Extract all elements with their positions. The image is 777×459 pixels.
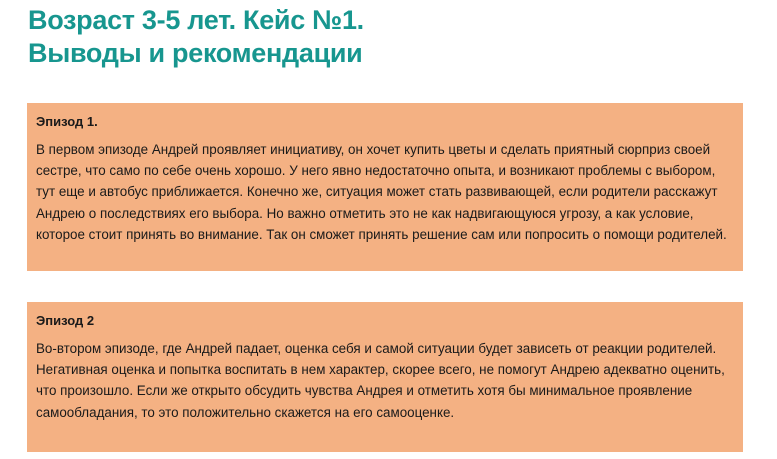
page-title [28,4,364,70]
page-title-line-1: Возраст 3-5 лет. Кейс №1. [28,5,364,35]
episode-2-box [27,302,743,452]
episode-2-heading: Эпизод 2 [36,313,95,328]
episode-1-box [27,103,743,271]
episode-1-heading: Эпизод 1. [36,114,98,129]
episode-1-text: В первом эпизоде Андрей проявляет инициативу, он хочет купить цветы и сделать приятный сюрприз своей сестре, что само по себе очень хорошо. У него явно недостаточно опыта, и возникают проблемы с выбором, тут еще и автобус приближается. Конечно же, ситуация может стать развивающей, если родители расскажут Андрею о последствиях его выбора. Но важно отметить это не как надвигающуюся угрозу, а как условие, которое стоит принять во внимание. Так он сможет принять решение сам или попросить о помощи родителей. [36,142,727,242]
episode-2-text: Во-втором эпизоде, где Андрей падает, оценка себя и самой ситуации будет зависеть от реакции родителей. Негативная оценка и попытка воспитать в нем характер, скорее всего, не помогут Андрею адекватно оценить, что произошло. Если же открыто обсудить чувства Андрея и отметить хотя бы минимальное проявление самообладания, то это положительно скажется на его самооценке. [36,341,725,420]
page-title-line-2: Выводы и рекомендации [28,38,363,68]
